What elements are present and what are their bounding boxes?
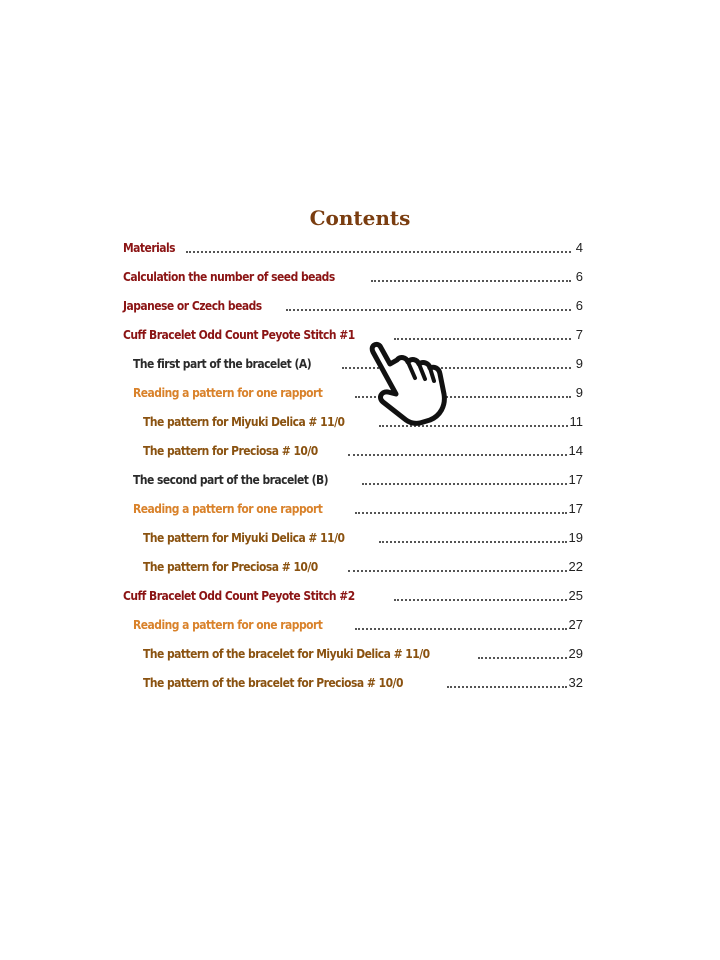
toc-entry-pattern-miyuki-1[interactable] — [143, 410, 583, 430]
toc-entry-text: The pattern for Miyuki Delica # 11/0 — [143, 530, 345, 545]
toc-entry-page: 29 — [568, 646, 583, 661]
toc-entry-pattern-preciosa-1[interactable] — [143, 439, 583, 459]
toc-entry-cuff-bracelet-2[interactable] — [123, 584, 583, 604]
toc-entry-japanese-czech[interactable] — [123, 294, 583, 314]
toc-entry-bracelet-miyuki[interactable] — [143, 642, 583, 662]
toc-entry-page: 14 — [568, 443, 583, 458]
toc-entry-page: 32 — [568, 675, 583, 690]
dot-leader — [186, 250, 571, 253]
toc-entry-text: Reading a pattern for one rapport — [133, 385, 323, 400]
dot-leader — [394, 598, 566, 601]
toc-entry-page: 7 — [575, 327, 583, 342]
toc-entry-page: 22 — [568, 559, 583, 574]
toc-entry-page: 17 — [568, 501, 583, 516]
toc-entry-text: Materials — [123, 240, 176, 255]
toc-entry-text: Cuff Bracelet Odd Count Peyote Stitch #2 — [123, 588, 355, 603]
toc-entry-text: Calculation the number of seed beads — [123, 269, 335, 284]
toc-entry-text: The pattern of the bracelet for Preciosa # 10/0 — [143, 675, 403, 690]
toc-entry-reading-pattern-1[interactable] — [133, 381, 583, 401]
toc-entry-text: Reading a pattern for one rapport — [133, 501, 323, 516]
toc-entry-page: 9 — [575, 385, 583, 400]
toc-entry-reading-pattern-3[interactable] — [133, 613, 583, 633]
toc-entry-page: 17 — [568, 472, 583, 487]
page-title: Contents — [309, 206, 411, 230]
toc-entry-first-part[interactable] — [133, 352, 583, 372]
dot-leader — [355, 511, 566, 514]
toc-entry-text: The pattern of the bracelet for Miyuki Delica # 11/0 — [143, 646, 430, 661]
toc-entry-second-part[interactable] — [133, 468, 583, 488]
toc-entry-page: 6 — [575, 298, 583, 313]
dot-leader — [348, 453, 566, 456]
toc-entry-text: The pattern for Preciosa # 10/0 — [143, 443, 318, 458]
toc-entry-text: The pattern for Miyuki Delica # 11/0 — [143, 414, 345, 429]
toc-entry-page: 19 — [568, 530, 583, 545]
dot-leader — [348, 569, 566, 572]
toc-entry-pattern-preciosa-2[interactable] — [143, 555, 583, 575]
toc-entry-page: 27 — [568, 617, 583, 632]
toc-entry-materials[interactable] — [123, 236, 583, 256]
dot-leader — [478, 656, 566, 659]
toc-entry-page: 9 — [575, 356, 583, 371]
toc-entry-reading-pattern-2[interactable] — [133, 497, 583, 517]
toc-entry-text: Reading a pattern for one rapport — [133, 617, 323, 632]
toc-entry-text: The pattern for Preciosa # 10/0 — [143, 559, 318, 574]
dot-leader — [286, 308, 571, 311]
dot-leader — [447, 685, 566, 688]
toc-entry-pattern-miyuki-2[interactable] — [143, 526, 583, 546]
toc-entry-calculation[interactable] — [123, 265, 583, 285]
toc-entry-text: The first part of the bracelet (A) — [133, 356, 312, 371]
toc-entry-page: 4 — [575, 240, 583, 255]
toc-entry-page: 25 — [568, 588, 583, 603]
toc-entry-bracelet-preciosa[interactable] — [143, 671, 583, 691]
dot-leader — [362, 482, 567, 485]
toc-entry-text: The second part of the bracelet (B) — [133, 472, 329, 487]
toc-entry-page: 6 — [575, 269, 583, 284]
dot-leader — [355, 627, 566, 630]
dot-leader — [371, 279, 571, 282]
dot-leader — [379, 540, 566, 543]
toc-entry-text: Japanese or Czech beads — [123, 298, 262, 313]
toc-entry-text: Cuff Bracelet Odd Count Peyote Stitch #1 — [123, 327, 355, 342]
toc-entry-page: 11 — [569, 414, 583, 429]
toc-entry-cuff-bracelet-1[interactable] — [123, 323, 583, 343]
hand-pointer-icon — [368, 336, 450, 426]
